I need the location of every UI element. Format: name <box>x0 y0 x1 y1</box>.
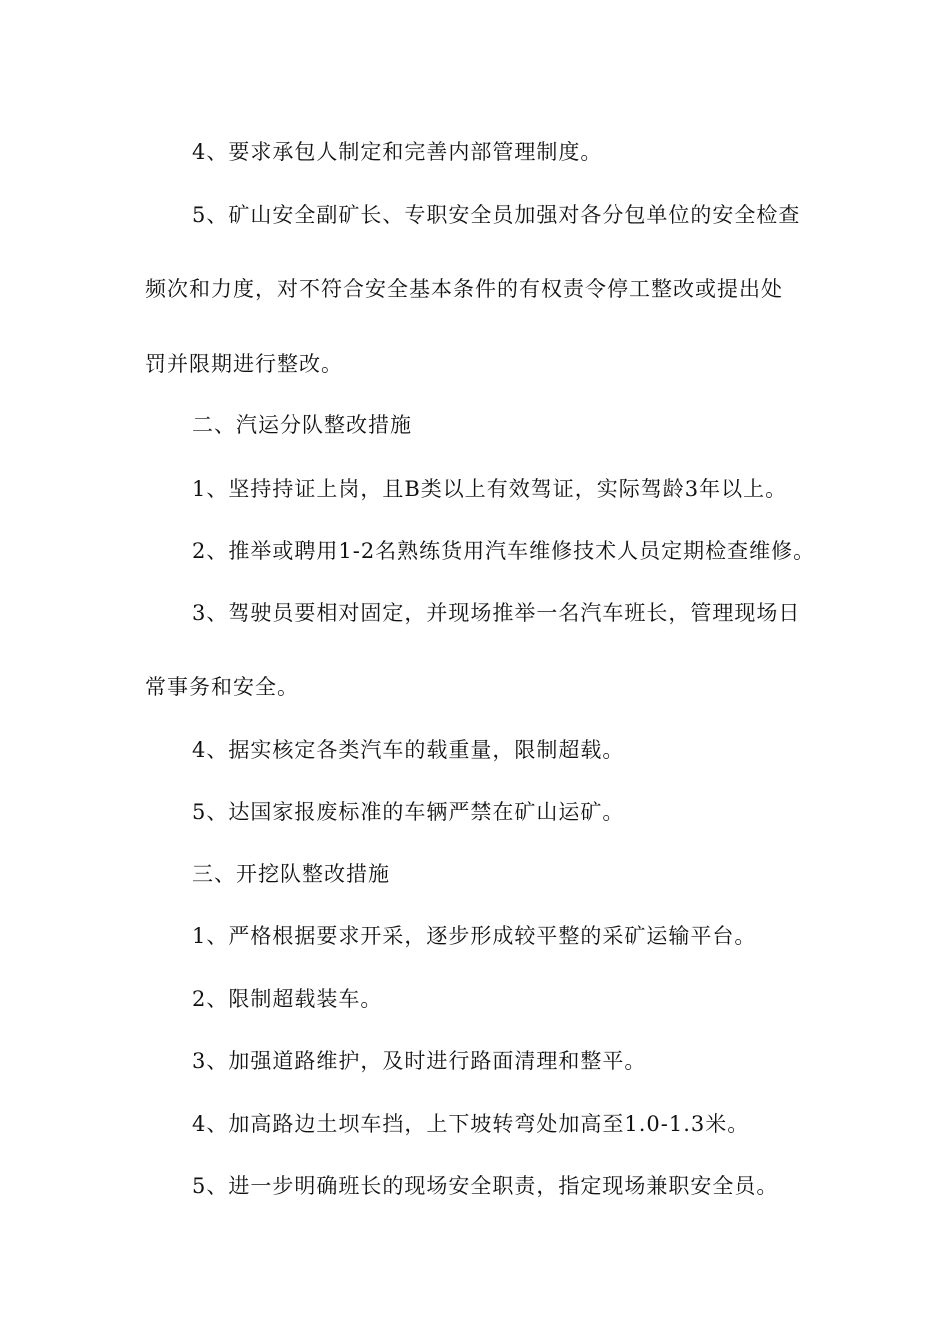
paragraph-line: 5、矿山安全副矿长、专职安全员加强对各分包单位的安全检查 <box>192 203 801 227</box>
paragraph-line: 4、要求承包人制定和完善内部管理制度。 <box>192 140 603 164</box>
paragraph-line: 4、据实核定各类汽车的载重量，限制超载。 <box>192 738 625 762</box>
paragraph-line: 1、坚持持证上岗，且B类以上有效驾证，实际驾龄3年以上。 <box>192 477 788 501</box>
paragraph-line: 5、进一步明确班长的现场安全职责，指定现场兼职安全员。 <box>192 1174 779 1198</box>
paragraph-line: 3、加强道路维护，及时进行路面清理和整平。 <box>192 1049 647 1073</box>
paragraph-line: 2、推举或聘用1-2名熟练货用汽车维修技术人员定期检查维修。 <box>192 539 816 563</box>
section-heading: 二、汽运分队整改措施 <box>192 413 412 437</box>
paragraph-line: 频次和力度，对不符合安全基本条件的有权责令停工整改或提出处 <box>145 277 783 301</box>
paragraph-line: 2、限制超载装车。 <box>192 987 383 1011</box>
paragraph-line: 5、达国家报废标准的车辆严禁在矿山运矿。 <box>192 800 625 824</box>
paragraph-line: 常事务和安全。 <box>145 675 299 699</box>
paragraph-line: 4、加高路边土坝车挡，上下坡转弯处加高至1.0-1.3米。 <box>192 1112 750 1136</box>
paragraph-line: 罚并限期进行整改。 <box>145 352 343 376</box>
section-heading: 三、开挖队整改措施 <box>192 862 390 886</box>
paragraph-line: 1、严格根据要求开采，逐步形成较平整的采矿运输平台。 <box>192 924 757 948</box>
paragraph-line: 3、驾驶员要相对固定，并现场推举一名汽车班长，管理现场日 <box>192 601 801 625</box>
